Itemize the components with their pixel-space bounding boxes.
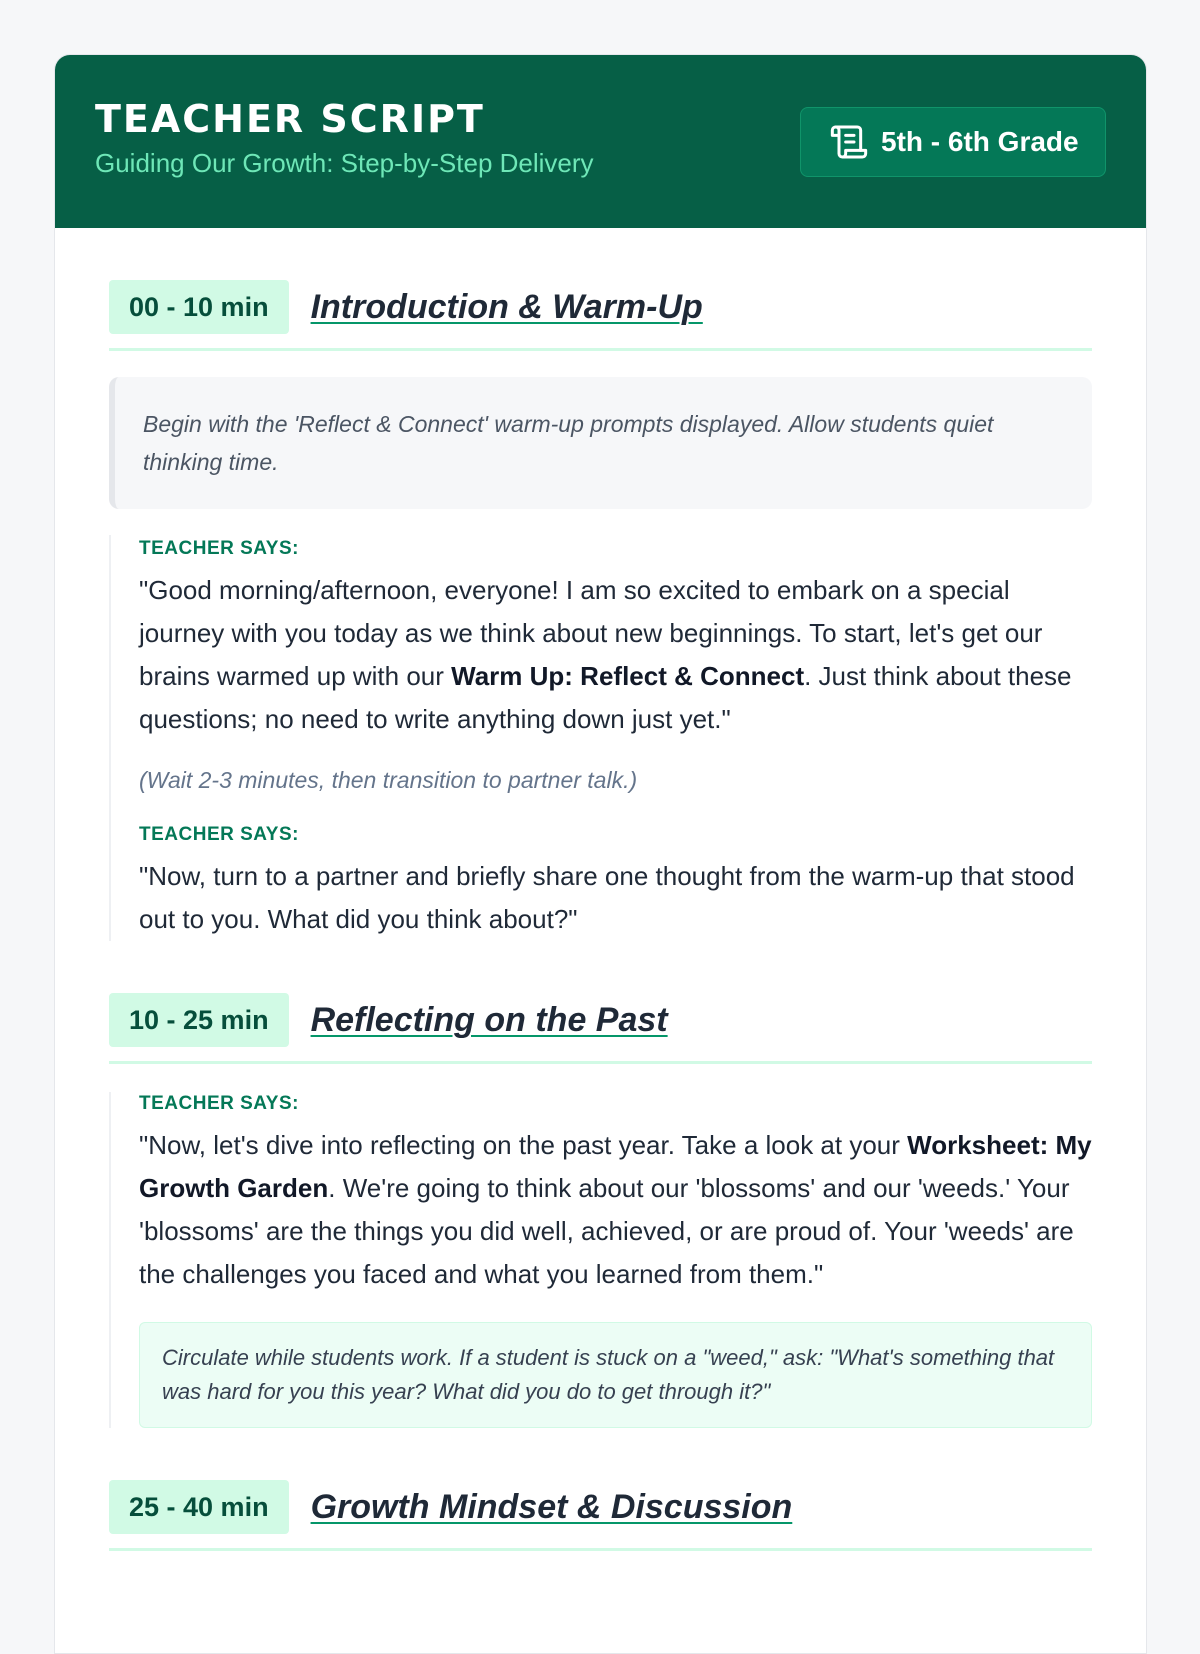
- section-title: Reflecting on the Past: [310, 1000, 668, 1039]
- teacher-script-block: [109, 535, 1092, 941]
- teacher-says-label: TEACHER SAYS:: [139, 538, 299, 559]
- teacher-script-card: [54, 54, 1147, 1654]
- time-badge: 10 - 25 min: [109, 993, 289, 1047]
- grade-label: 5th - 6th Grade: [881, 126, 1079, 157]
- page-title: TEACHER SCRIPT: [95, 97, 485, 141]
- scroll-icon: [829, 122, 869, 162]
- section-growth-mindset: [109, 1428, 1092, 1551]
- section-divider: [109, 1548, 1092, 1551]
- says-text-bold: Warm Up: Reflect & Connect: [451, 661, 805, 691]
- says-text-part: . We're going to think about our 'blossoms' and our 'weeds.' Your 'blossoms' are the things you did well, achieved, or are proud of. Your 'weeds' are the challenges you faced and what you learned from them.": [139, 1173, 1074, 1289]
- section-heading: [109, 993, 1092, 1047]
- teacher-says-label: TEACHER SAYS:: [139, 824, 299, 845]
- grade-badge: [800, 107, 1106, 177]
- section-introduction: [109, 228, 1092, 941]
- says-text-part: "Now, let's dive into reflecting on the past year. Take a look at your: [139, 1130, 908, 1160]
- teacher-tip-box: Circulate while students work. If a student is stuck on a "weed," ask: "What's something that was hard for you this year? What did you do to get through it?": [139, 1322, 1092, 1428]
- section-reflecting: [109, 941, 1092, 1428]
- section-heading: [109, 1480, 1092, 1534]
- teacher-says-text: "Now, turn to a partner and briefly share one thought from the warm-up that stood out to you. What did you think about?": [139, 861, 1075, 934]
- section-heading: [109, 280, 1092, 334]
- teacher-says-label: TEACHER SAYS:: [139, 1093, 299, 1114]
- says-text-bold: Worksheet: My Growth Garden: [139, 1130, 1092, 1203]
- section-title: Introduction & Warm-Up: [310, 287, 703, 326]
- section-divider: [109, 1061, 1092, 1064]
- section-title: Growth Mindset & Discussion: [310, 1487, 793, 1526]
- teacher-script-block: [109, 1092, 1092, 1428]
- teacher-says-text: [139, 569, 1092, 741]
- section-divider: [109, 348, 1092, 351]
- time-badge: 00 - 10 min: [109, 280, 289, 334]
- stage-direction: (Wait 2-3 minutes, then transition to partner talk.): [139, 767, 638, 793]
- time-badge: 25 - 40 min: [109, 1480, 289, 1534]
- teacher-says-text: [139, 1124, 1092, 1296]
- script-header: [55, 55, 1146, 228]
- says-text-part: "Good morning/afternoon, everyone! I am so excited to embark on a special journey with you today as we think about new beginnings. To start, let's get our brains warmed up with our: [139, 575, 1043, 691]
- says-text-part: . Just think about these questions; no need to write anything down just yet.": [139, 661, 1072, 734]
- script-content: [55, 228, 1146, 1551]
- instruction-note: Begin with the 'Reflect & Connect' warm-up prompts displayed. Allow students quiet thinking time.: [109, 377, 1092, 509]
- page-subtitle: Guiding Our Growth: Step-by-Step Delivery: [95, 148, 594, 178]
